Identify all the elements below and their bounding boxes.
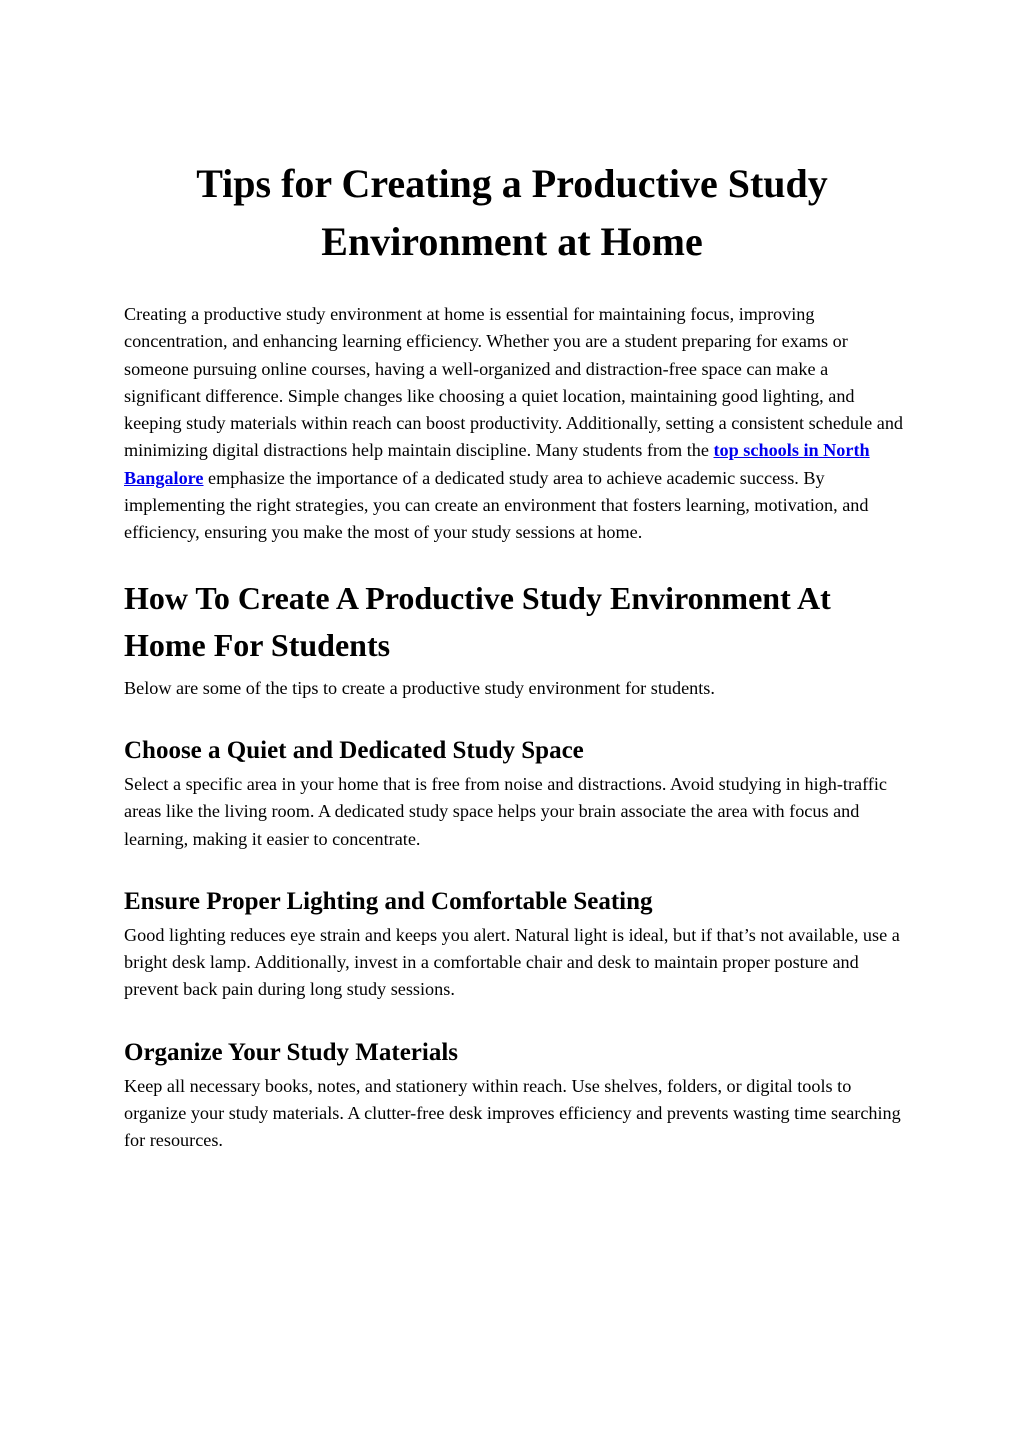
document-page [124, 155, 904, 1155]
tip-body-lighting-seating: Good lighting reduces eye strain and keeps you alert. Natural light is ideal, but if that’s not available, use a bright desk lamp. Additionally, invest in a comfortable chair and desk to maintain proper posture and prevent back pain during long study sessions. [124, 924, 900, 1000]
tip-heading-quiet-space: Choose a Quiet and Dedicated Study Space [124, 736, 584, 764]
section-heading: How To Create A Productive Study Environment At Home For Students [124, 579, 831, 663]
intro-paragraph [124, 301, 904, 547]
intro-text-before-link: Creating a productive study environment at home is essential for maintaining focus, improving concentration, and enhancing learning efficiency. Whether you are a student preparing for exams or someone pursuing online courses, having a well-organized and distraction-free space can make a significant difference. Simple changes like choosing a quiet location, maintaining good lighting, and keeping study materials within reach can boost productivity. Additionally, setting a consistent schedule and minimizing digital distractions help maintain discipline. Many students from the [124, 304, 904, 461]
page-title: Tips for Creating a Productive Study Environment at Home [196, 161, 828, 264]
tip-body-organize-materials: Keep all necessary books, notes, and stationery within reach. Use shelves, folders, or digital tools to organize your study materials. A clutter-free desk improves efficiency and prevents wasting time searching for resources. [124, 1075, 901, 1151]
top-schools-link[interactable]: top schools in North Bangalore [124, 440, 870, 488]
tip-heading-organize-materials: Organize Your Study Materials [124, 1038, 459, 1066]
intro-text-after-link: emphasize the importance of a dedicated study area to achieve academic success. By implementing the right strategies, you can create an environment that fosters learning, motivation, and efficiency, ensuring you make the most of your study sessions at home. [124, 467, 869, 543]
tip-body-quiet-space: Select a specific area in your home that is free from noise and distractions. Avoid studying in high-traffic areas like the living room. A dedicated study space helps your brain associate the area with focus and learning, making it easier to concentrate. [124, 773, 887, 849]
section-lead: Below are some of the tips to create a productive study environment for students. [124, 677, 715, 698]
tip-heading-lighting-seating: Ensure Proper Lighting and Comfortable Seating [124, 887, 653, 915]
